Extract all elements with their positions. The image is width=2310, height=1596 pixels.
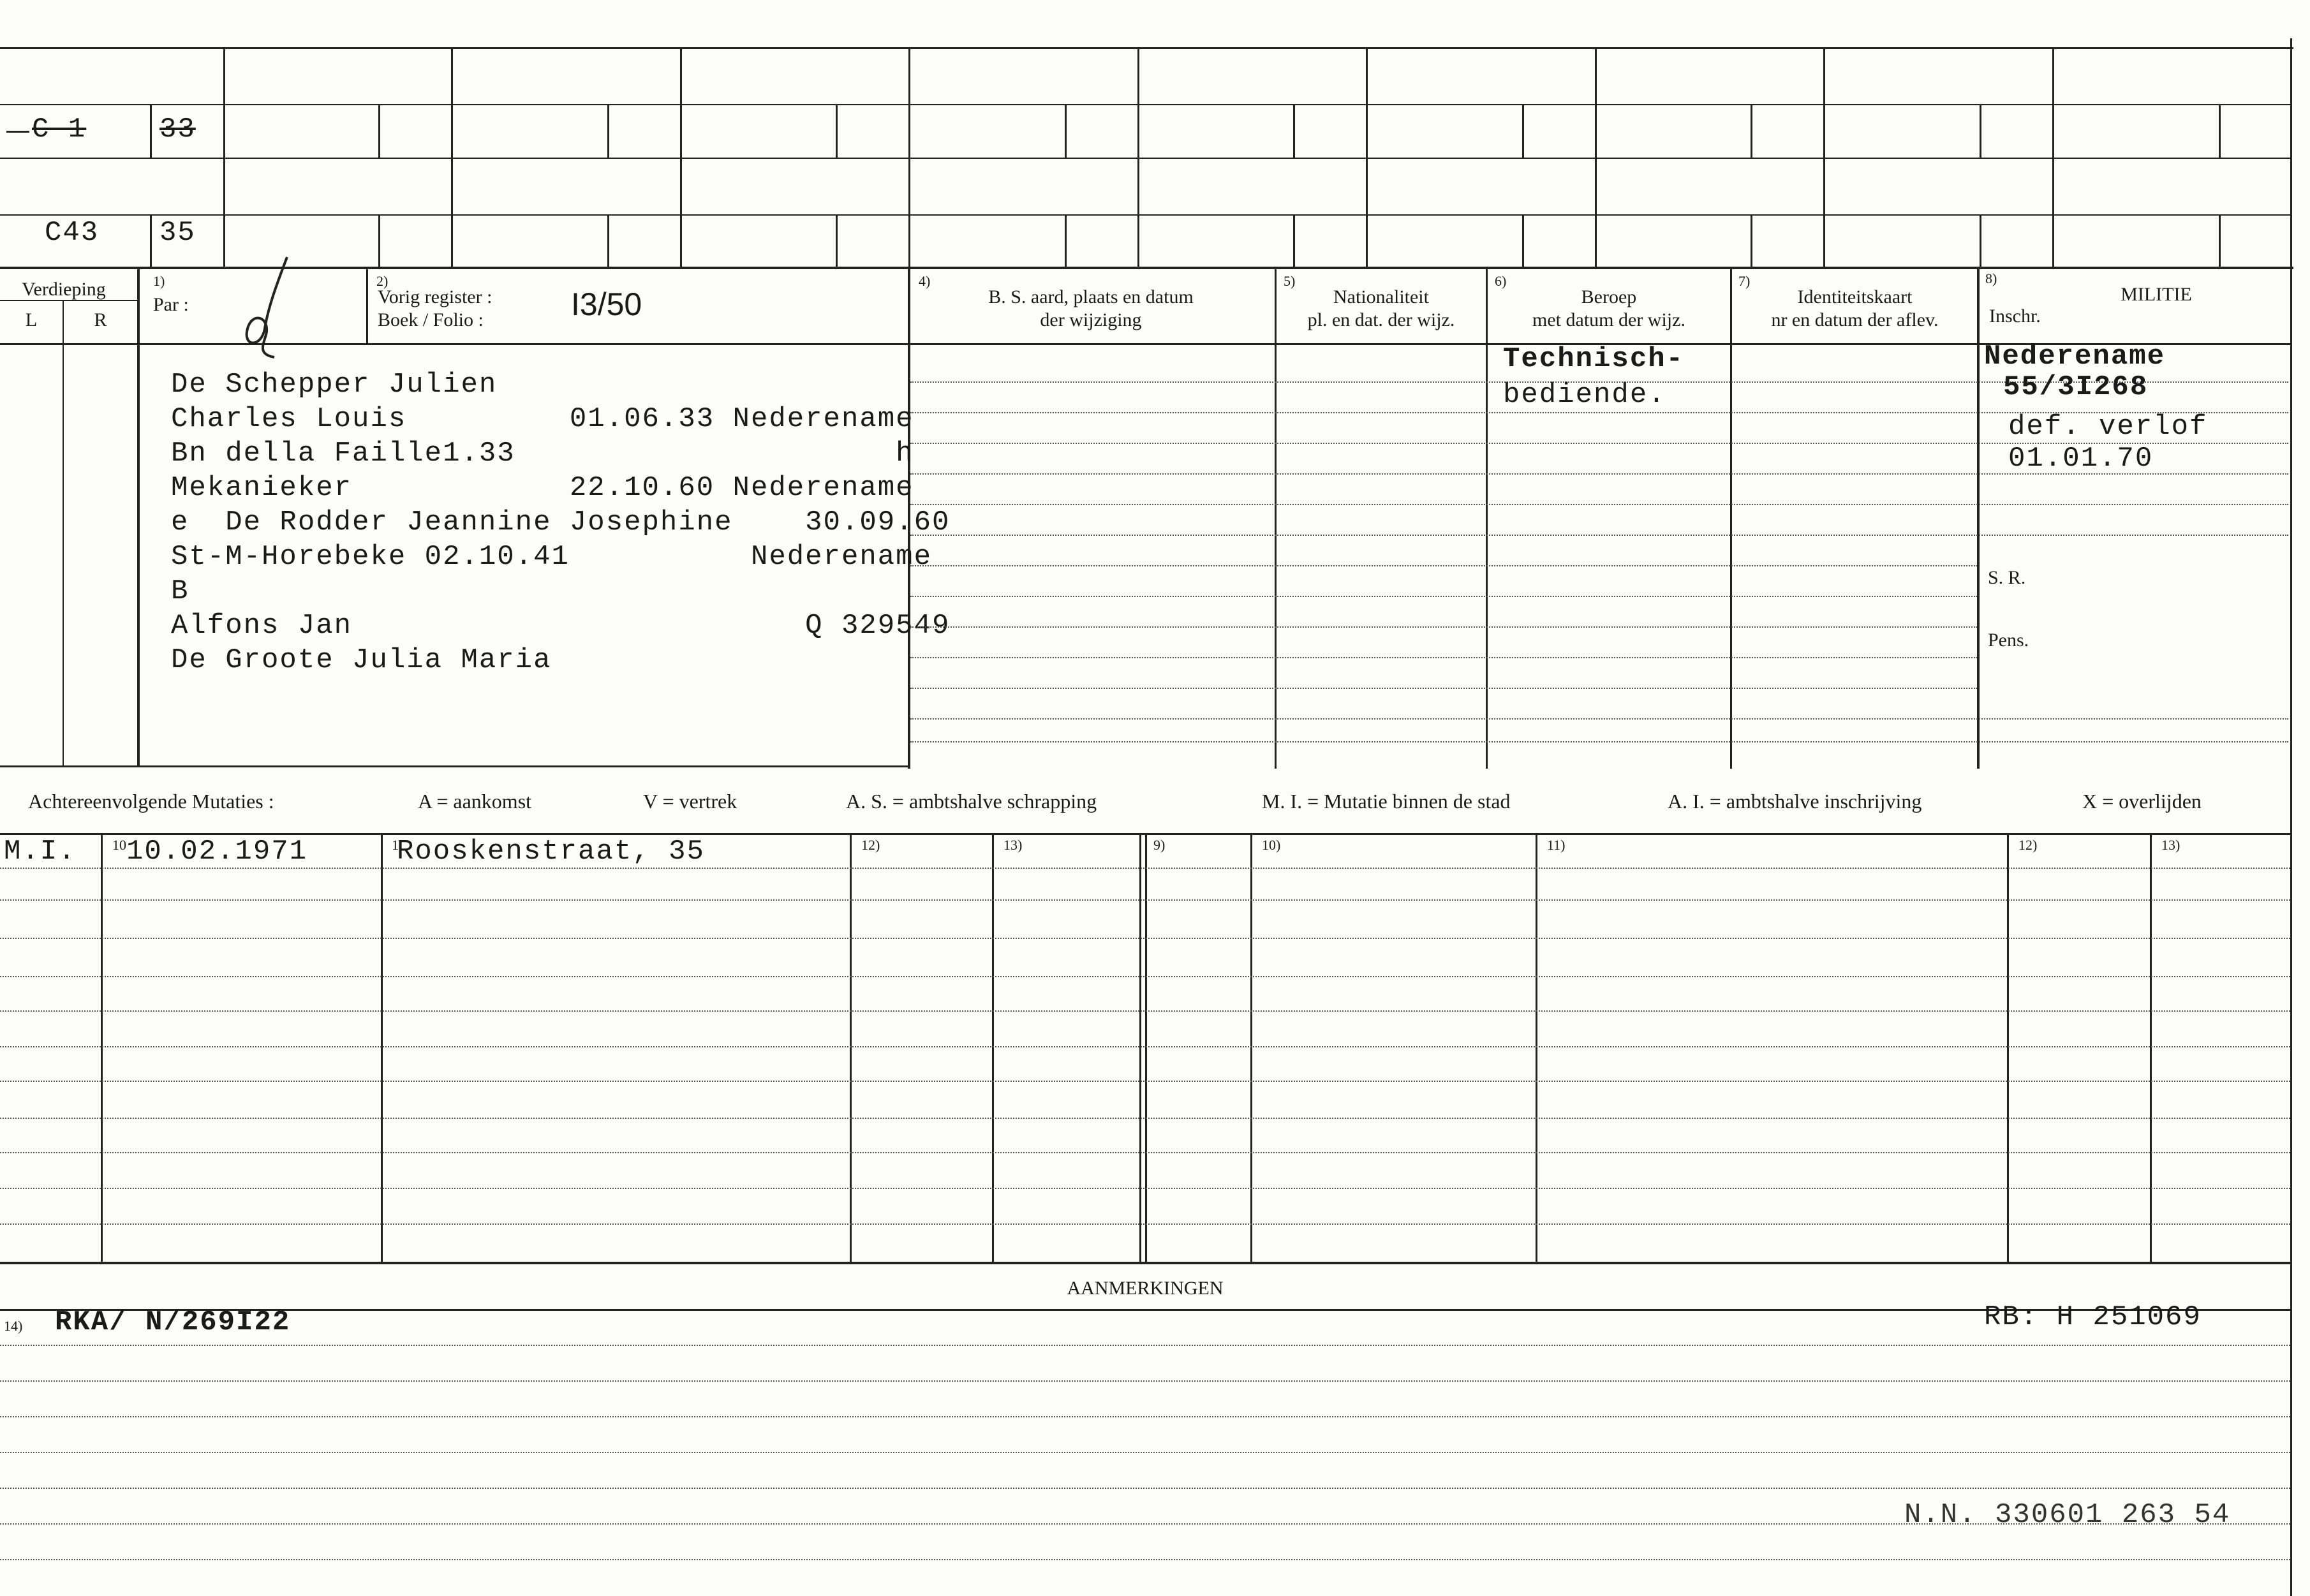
mutation-col9b-num: 9)	[1153, 837, 1166, 853]
militie-line4: 01.01.70	[2008, 443, 2154, 475]
col5-title2: pl. en dat. der wijz.	[1307, 309, 1455, 330]
beroep-line2: bediende.	[1503, 379, 1666, 411]
mutation-address: Rooskenstraat, 35	[397, 836, 705, 868]
legend-ai: A. I. = ambtshalve inschrijving	[1668, 790, 1922, 813]
militie-line3: def. verlof	[2008, 411, 2208, 443]
person-line2: Charles Louis 01.06.33 Nederename	[171, 403, 914, 435]
col4-num: 4)	[919, 273, 931, 289]
col6-title1: Beroep	[1581, 286, 1637, 307]
mutation-col10-num: 10	[112, 837, 126, 853]
legend-v: V = vertrek	[643, 790, 737, 813]
par-label: Par :	[153, 294, 189, 315]
col5-title1: Nationaliteit	[1333, 286, 1429, 307]
col2-num: 2)	[376, 273, 389, 289]
militie-line2: 55/3I268	[2003, 371, 2149, 403]
remarks-rka: RKA/ N/269I22	[55, 1306, 291, 1338]
militie-line1: Nederename	[1984, 341, 2166, 373]
person-line5: e De Rodder Jeannine Josephine 30.09.60	[171, 506, 951, 538]
legend-a: A = aankomst	[418, 790, 532, 813]
person-line6: St-M-Horebeke 02.10.41 Nederename	[171, 541, 932, 573]
remarks-rb: RB: H 251069	[1984, 1301, 2202, 1333]
pens-label: Pens.	[1988, 630, 2029, 651]
verdieping-label: Verdieping	[22, 279, 106, 300]
mutation-col10b-num: 10)	[1262, 837, 1281, 853]
mutations-title: Achtereenvolgende Mutaties :	[28, 790, 274, 813]
col1-num: 1)	[153, 273, 165, 289]
col6-num: 6)	[1495, 273, 1507, 289]
mutation-type: M.I.	[4, 836, 77, 868]
person-line9: De Groote Julia Maria	[171, 644, 552, 676]
legend-as: A. S. = ambtshalve schrapping	[846, 790, 1097, 813]
top-row2-num: 33	[159, 114, 196, 145]
mutation-col11-num: 1	[392, 837, 399, 853]
person-line3: Bn della Faille1.33 h	[171, 438, 914, 469]
beroep-line1: Technisch-	[1503, 343, 1685, 375]
mutation-date: 10.02.1971	[126, 836, 308, 868]
top-row4-num: 35	[159, 217, 196, 249]
col5-num: 5)	[1284, 273, 1296, 289]
person-line4: Mekanieker 22.10.60 Nederename	[171, 472, 914, 504]
remarks-nn: N.N. 330601 263 54	[1904, 1499, 2231, 1531]
mutation-col12b-num: 12)	[2018, 837, 2038, 853]
col4-title1: B. S. aard, plaats en datum	[988, 286, 1194, 307]
col7-num: 7)	[1738, 273, 1751, 289]
verdieping-l: L	[25, 309, 38, 330]
legend-x: X = overlijden	[2082, 790, 2202, 813]
col8-title1: MILITIE	[2121, 284, 2192, 305]
col7-title2: nr en datum der aflev.	[1771, 309, 1939, 330]
strike-dash	[6, 131, 29, 133]
remarks-title: AANMERKINGEN	[1067, 1278, 1224, 1299]
verdieping-r: R	[94, 309, 107, 330]
person-line7: B	[171, 575, 189, 607]
col4-title2: der wijziging	[1040, 309, 1142, 330]
top-row2-code: C 1	[32, 114, 87, 145]
col8-num: 8)	[1985, 270, 1997, 286]
person-line8: Alfons Jan Q 329549	[171, 610, 951, 642]
par-handwritten-mark	[236, 252, 306, 367]
sr-label: S. R.	[1988, 567, 2026, 588]
person-line1: De Schepper Julien	[171, 369, 498, 401]
boek-folio-label: Boek / Folio :	[378, 309, 484, 330]
col6-title2: met datum der wijz.	[1532, 309, 1685, 330]
mutation-col11b-num: 11)	[1547, 837, 1566, 853]
mutation-col13-num: 13)	[1003, 837, 1023, 853]
remarks-num: 14)	[4, 1318, 23, 1334]
col7-title1: Identiteitskaart	[1797, 286, 1913, 307]
mutation-col13b-num: 13)	[2161, 837, 2180, 853]
top-row4-code: C43	[45, 217, 100, 249]
mutation-col12-num: 12)	[861, 837, 880, 853]
vorig-register-value: I3/50	[571, 286, 642, 322]
legend-mi: M. I. = Mutatie binnen de stad	[1262, 790, 1511, 813]
vorig-register-label: Vorig register :	[378, 286, 492, 307]
col8-title2: Inschr.	[1989, 306, 2041, 327]
